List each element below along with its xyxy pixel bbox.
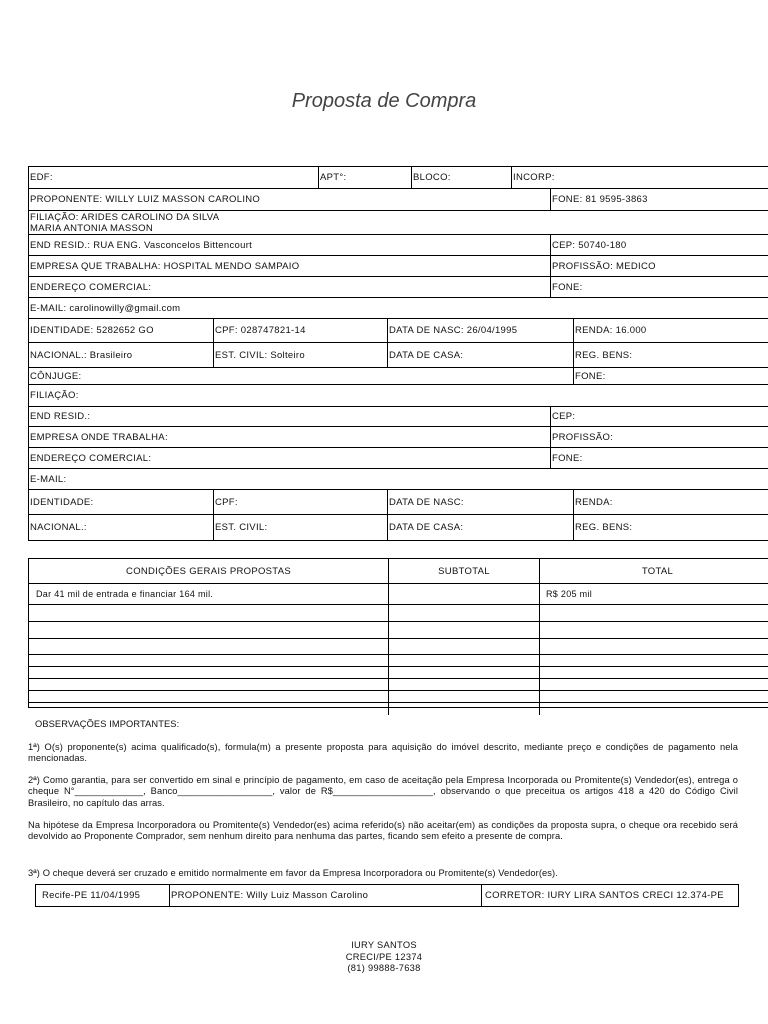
- form-row: [29, 515, 768, 540]
- conjuge-fone-comercial-field[interactable]: FONE:: [550, 448, 768, 468]
- observation-3-text: Na hipótese da Empresa Incorporadora ou Promitente(s) Vendedor(es) acima referido(s) não aceitar(em) as condições da proposta supra, o cheque ora recebido será devolvido ao Proponente Comprador, sem nenhum direito para nenhuma das partes, ficando sem efeito a presente de compra.: [28, 820, 738, 842]
- page-title: Proposta de Compra: [291, 90, 477, 112]
- cpf-field[interactable]: CPF: 028747821-14: [213, 319, 387, 342]
- condition-cell[interactable]: [29, 639, 388, 654]
- filiacao-line-1: FILIAÇÃO: ARIDES CAROLINO DA SILVA: [30, 211, 220, 223]
- data-nasc-field[interactable]: DATA DE NASC: 26/04/1995: [387, 319, 573, 342]
- observations-heading: OBSERVAÇÕES IMPORTANTES:: [35, 719, 180, 729]
- broker-phone: (81) 99888-7638: [347, 963, 421, 973]
- conjuge-identidade-field[interactable]: IDENTIDADE:: [30, 496, 94, 508]
- broker-creci: CRECI/PE 12374: [345, 951, 423, 962]
- conditions-row: [29, 667, 768, 679]
- conjuge-cep-field[interactable]: CEP:: [550, 407, 768, 426]
- conjuge-renda-field[interactable]: RENDA:: [573, 490, 768, 514]
- conditions-row: [29, 584, 768, 605]
- conditions-row: [29, 679, 768, 691]
- form-row: [29, 319, 768, 343]
- form-row: [29, 448, 768, 469]
- observation-4: [28, 868, 738, 879]
- signature-row: [35, 884, 739, 907]
- observation-2-text: 2ª) Como garantia, para ser convertido em sinal e princípio de pagamento, em caso de aceitação pela Empresa Incorporada ou Promitente(s) Vendedor(es), entrega o cheque N°_____________, Banco__________________, valor de R$___________________, observando o que preceitua os artigos 418 a 420 do Código Civil Brasileiro, no capítulo das arras.: [28, 775, 738, 808]
- fone-comercial-field[interactable]: FONE:: [550, 277, 768, 297]
- total-cell[interactable]: [539, 622, 768, 638]
- form-row: [29, 490, 768, 515]
- observation-3: [28, 820, 738, 843]
- broker-footer: [0, 940, 768, 975]
- conjuge-email-field[interactable]: E-MAIL:: [30, 473, 67, 485]
- conditions-row: [29, 703, 768, 715]
- total-cell[interactable]: [539, 655, 768, 666]
- observation-1: [28, 742, 738, 765]
- total-cell[interactable]: [539, 605, 768, 621]
- conjuge-nacional-field[interactable]: NACIONAL.:: [30, 522, 87, 533]
- conjuge-est-civil-field[interactable]: EST. CIVIL:: [213, 515, 387, 540]
- conjuge-data-casa-field[interactable]: DATA DE CASA:: [387, 515, 573, 540]
- conditions-header: CONDIÇÕES GERAIS PROPOSTAS: [126, 565, 291, 577]
- form-row: [29, 277, 768, 298]
- conjuge-reg-bens-field[interactable]: REG. BENS:: [573, 515, 768, 540]
- broker-name: IURY SANTOS: [351, 940, 417, 950]
- nacional-field[interactable]: NACIONAL.: Brasileiro: [30, 349, 133, 361]
- form-row: [29, 235, 768, 256]
- identidade-field[interactable]: IDENTIDADE: 5282652 GO: [30, 325, 154, 336]
- profissao-field[interactable]: PROFISSÃO: MEDICO: [550, 256, 768, 276]
- total-cell[interactable]: [539, 703, 768, 715]
- form-row: [29, 385, 768, 407]
- signature-proponente-field[interactable]: PROPONENTE: Willy Luiz Masson Carolino: [169, 885, 481, 906]
- subtotal-cell[interactable]: [388, 691, 539, 702]
- total-header: TOTAL: [539, 559, 768, 583]
- buyer-data-form: [28, 166, 768, 541]
- total-cell[interactable]: R$ 205 mil: [539, 584, 768, 604]
- condition-cell[interactable]: [29, 667, 388, 678]
- conditions-header-row: [29, 559, 768, 584]
- form-row: [29, 407, 768, 427]
- form-row: [29, 469, 768, 490]
- total-cell[interactable]: [539, 691, 768, 702]
- condition-cell[interactable]: [29, 691, 388, 702]
- conditions-row: [29, 605, 768, 622]
- filiacao-field[interactable]: [29, 211, 768, 234]
- empresa-field[interactable]: EMPRESA QUE TRABALHA: HOSPITAL MENDO SAMPAIO: [30, 260, 300, 272]
- conditions-row: [29, 639, 768, 655]
- condition-cell[interactable]: [29, 622, 388, 638]
- conditions-row: [29, 691, 768, 703]
- conditions-table: [28, 558, 768, 708]
- email-field[interactable]: E-MAIL: carolinowilly@gmail.com: [30, 302, 181, 314]
- condition-cell[interactable]: [29, 655, 388, 666]
- subtotal-cell[interactable]: [388, 679, 539, 690]
- total-cell[interactable]: [539, 667, 768, 678]
- total-cell[interactable]: [539, 679, 768, 690]
- observation-2: [28, 775, 738, 809]
- bloco-field[interactable]: BLOCO:: [411, 167, 511, 188]
- conjuge-profissao-field[interactable]: PROFISSÃO:: [550, 427, 768, 447]
- subtotal-cell[interactable]: [388, 667, 539, 678]
- observation-4-text: 3ª) O cheque deverá ser cruzado e emitido normalmente em favor da Empresa Incorporadora ou Promitente(s) Vendedor(es).: [28, 868, 558, 878]
- observation-1-text: 1ª) O(s) proponente(s) acima qualificado(s), formula(m) a presente proposta para aquisição do imóvel descrito, mediante preço e condições de pagamento nela mencionadas.: [28, 742, 738, 764]
- est-civil-field[interactable]: EST. CIVIL: Solteiro: [213, 343, 387, 367]
- endereco-comercial-field[interactable]: ENDEREÇO COMERCIAL:: [30, 281, 152, 293]
- subtotal-cell[interactable]: [388, 703, 539, 715]
- conditions-row: [29, 655, 768, 667]
- filiacao-line-2: MARIA ANTONIA MASSON: [30, 222, 154, 234]
- subtotal-cell[interactable]: [388, 639, 539, 654]
- local-date-field[interactable]: Recife-PE 11/04/1995: [42, 890, 141, 901]
- condition-cell[interactable]: [29, 679, 388, 690]
- form-row: [29, 256, 768, 277]
- fone-field[interactable]: FONE: 81 9595-3863: [550, 189, 768, 210]
- conditions-row: [29, 622, 768, 639]
- apt-field[interactable]: APT°:: [318, 167, 411, 188]
- form-row: [29, 427, 768, 448]
- condition-cell[interactable]: Dar 41 mil de entrada e financiar 164 mil.: [36, 589, 214, 599]
- reg-bens-field[interactable]: REG. BENS:: [573, 343, 768, 367]
- form-row: [29, 368, 768, 385]
- edf-field[interactable]: EDF:: [30, 172, 53, 183]
- proponente-field[interactable]: PROPONENTE: WILLY LUIZ MASSON CAROLINO: [30, 194, 261, 205]
- form-row: [29, 343, 768, 368]
- condition-cell[interactable]: [29, 605, 388, 621]
- conjuge-empresa-field[interactable]: EMPRESA ONDE TRABALHA:: [30, 431, 168, 443]
- subtotal-cell[interactable]: [388, 584, 539, 604]
- renda-field[interactable]: RENDA: 16.000: [573, 319, 768, 342]
- cep-field[interactable]: CEP: 50740-180: [550, 235, 768, 255]
- subtotal-cell[interactable]: [388, 605, 539, 621]
- conjuge-data-nasc-field[interactable]: DATA DE NASC:: [387, 490, 573, 514]
- incorp-field[interactable]: INCORP:: [511, 167, 768, 188]
- conjuge-endereco-comercial-field[interactable]: ENDEREÇO COMERCIAL:: [30, 452, 152, 464]
- conjuge-fone-field[interactable]: FONE:: [573, 368, 768, 384]
- form-row: [29, 167, 768, 189]
- conjuge-filiacao-field[interactable]: FILIAÇÃO:: [30, 390, 79, 401]
- subtotal-cell[interactable]: [388, 622, 539, 638]
- signature-corretor-field[interactable]: CORRETOR: IURY LIRA SANTOS CRECI 12.374-PE: [481, 885, 738, 906]
- data-casa-field[interactable]: DATA DE CASA:: [387, 343, 573, 367]
- total-cell[interactable]: [539, 639, 768, 654]
- subtotal-header: SUBTOTAL: [388, 559, 539, 583]
- conjuge-cpf-field[interactable]: CPF:: [213, 490, 387, 514]
- conjuge-end-resid-field[interactable]: END RESID.:: [30, 411, 91, 422]
- form-row: [29, 189, 768, 211]
- form-row: [29, 298, 768, 319]
- subtotal-cell[interactable]: [388, 655, 539, 666]
- end-resid-field[interactable]: END RESID.: RUA ENG. Vasconcelos Bittencourt: [30, 239, 253, 251]
- condition-cell[interactable]: [29, 703, 388, 715]
- conjuge-field[interactable]: CÔNJUGE:: [30, 370, 82, 382]
- form-row: [29, 211, 768, 235]
